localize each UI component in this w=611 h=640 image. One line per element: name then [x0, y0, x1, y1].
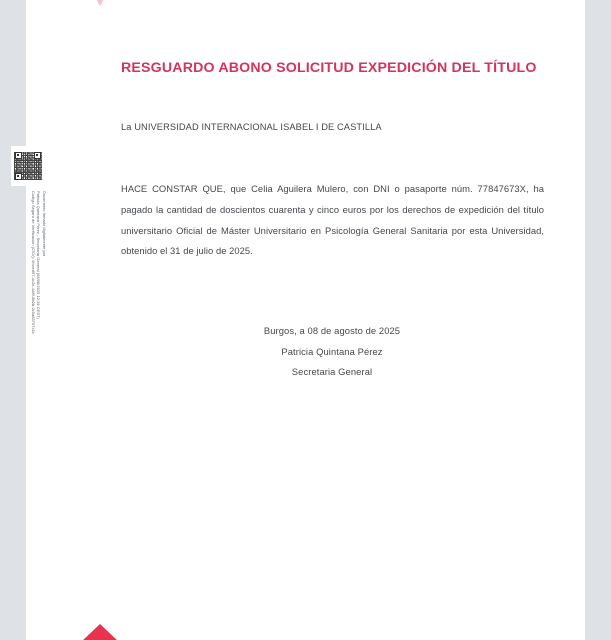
signature-name: Patricia Quintana Pérez — [281, 345, 383, 357]
signature-role: Secretaria General — [291, 366, 373, 378]
stamp-text-container — [11, 190, 47, 412]
qr-finder-bottom-left-icon — [15, 173, 22, 180]
signature-block — [121, 321, 543, 383]
university-logo-bottom-icon — [81, 624, 119, 640]
certification-body-text: HACE CONSTAR QUE, que Celia Aguilera Mulero, con DNI o pasaporte núm. 77847673X, ha pagado la cantidad de doscientos cuarenta y cinco euros por los derechos de expedición del título universitario Oficial de Máster Universitario en Psicología General Sanitaria por esta Universidad, obtenido el 31 de julio de 2025. — [121, 183, 544, 257]
page-title: RESGUARDO ABONO SOLICITUD EXPEDICIÓN DEL TÍTULO — [121, 60, 537, 76]
document-page — [26, 0, 585, 640]
qr-finder-top-left-icon — [15, 152, 22, 159]
signature-place-date: Burgos, a 08 de agosto de 2025 — [263, 325, 401, 336]
university-logo-top-partial-icon — [82, 0, 118, 6]
stamp-line-signer-and-timestamp: Patricia Quintana Pérez - Secretaria General (08/08/2025 12:36 CEST) — [36, 191, 42, 319]
qr-finder-top-right-icon — [34, 152, 41, 159]
stamp-line-signed-by: Documento firmado digitalmente por — [42, 191, 47, 257]
stamp-text-rotated — [11, 190, 47, 412]
organization-line: La UNIVERSIDAD INTERNACIONAL ISABEL I DE CASTILLA — [121, 122, 382, 132]
digital-signature-stamp — [11, 146, 47, 412]
stamp-line-csv-code: Código Seguro de Verificación (CSV): 4fcced97-4c2e-4d8f-8b2b-0c5a8370741c — [30, 191, 36, 335]
qr-code-container — [11, 146, 45, 186]
qr-code-icon — [14, 152, 42, 180]
